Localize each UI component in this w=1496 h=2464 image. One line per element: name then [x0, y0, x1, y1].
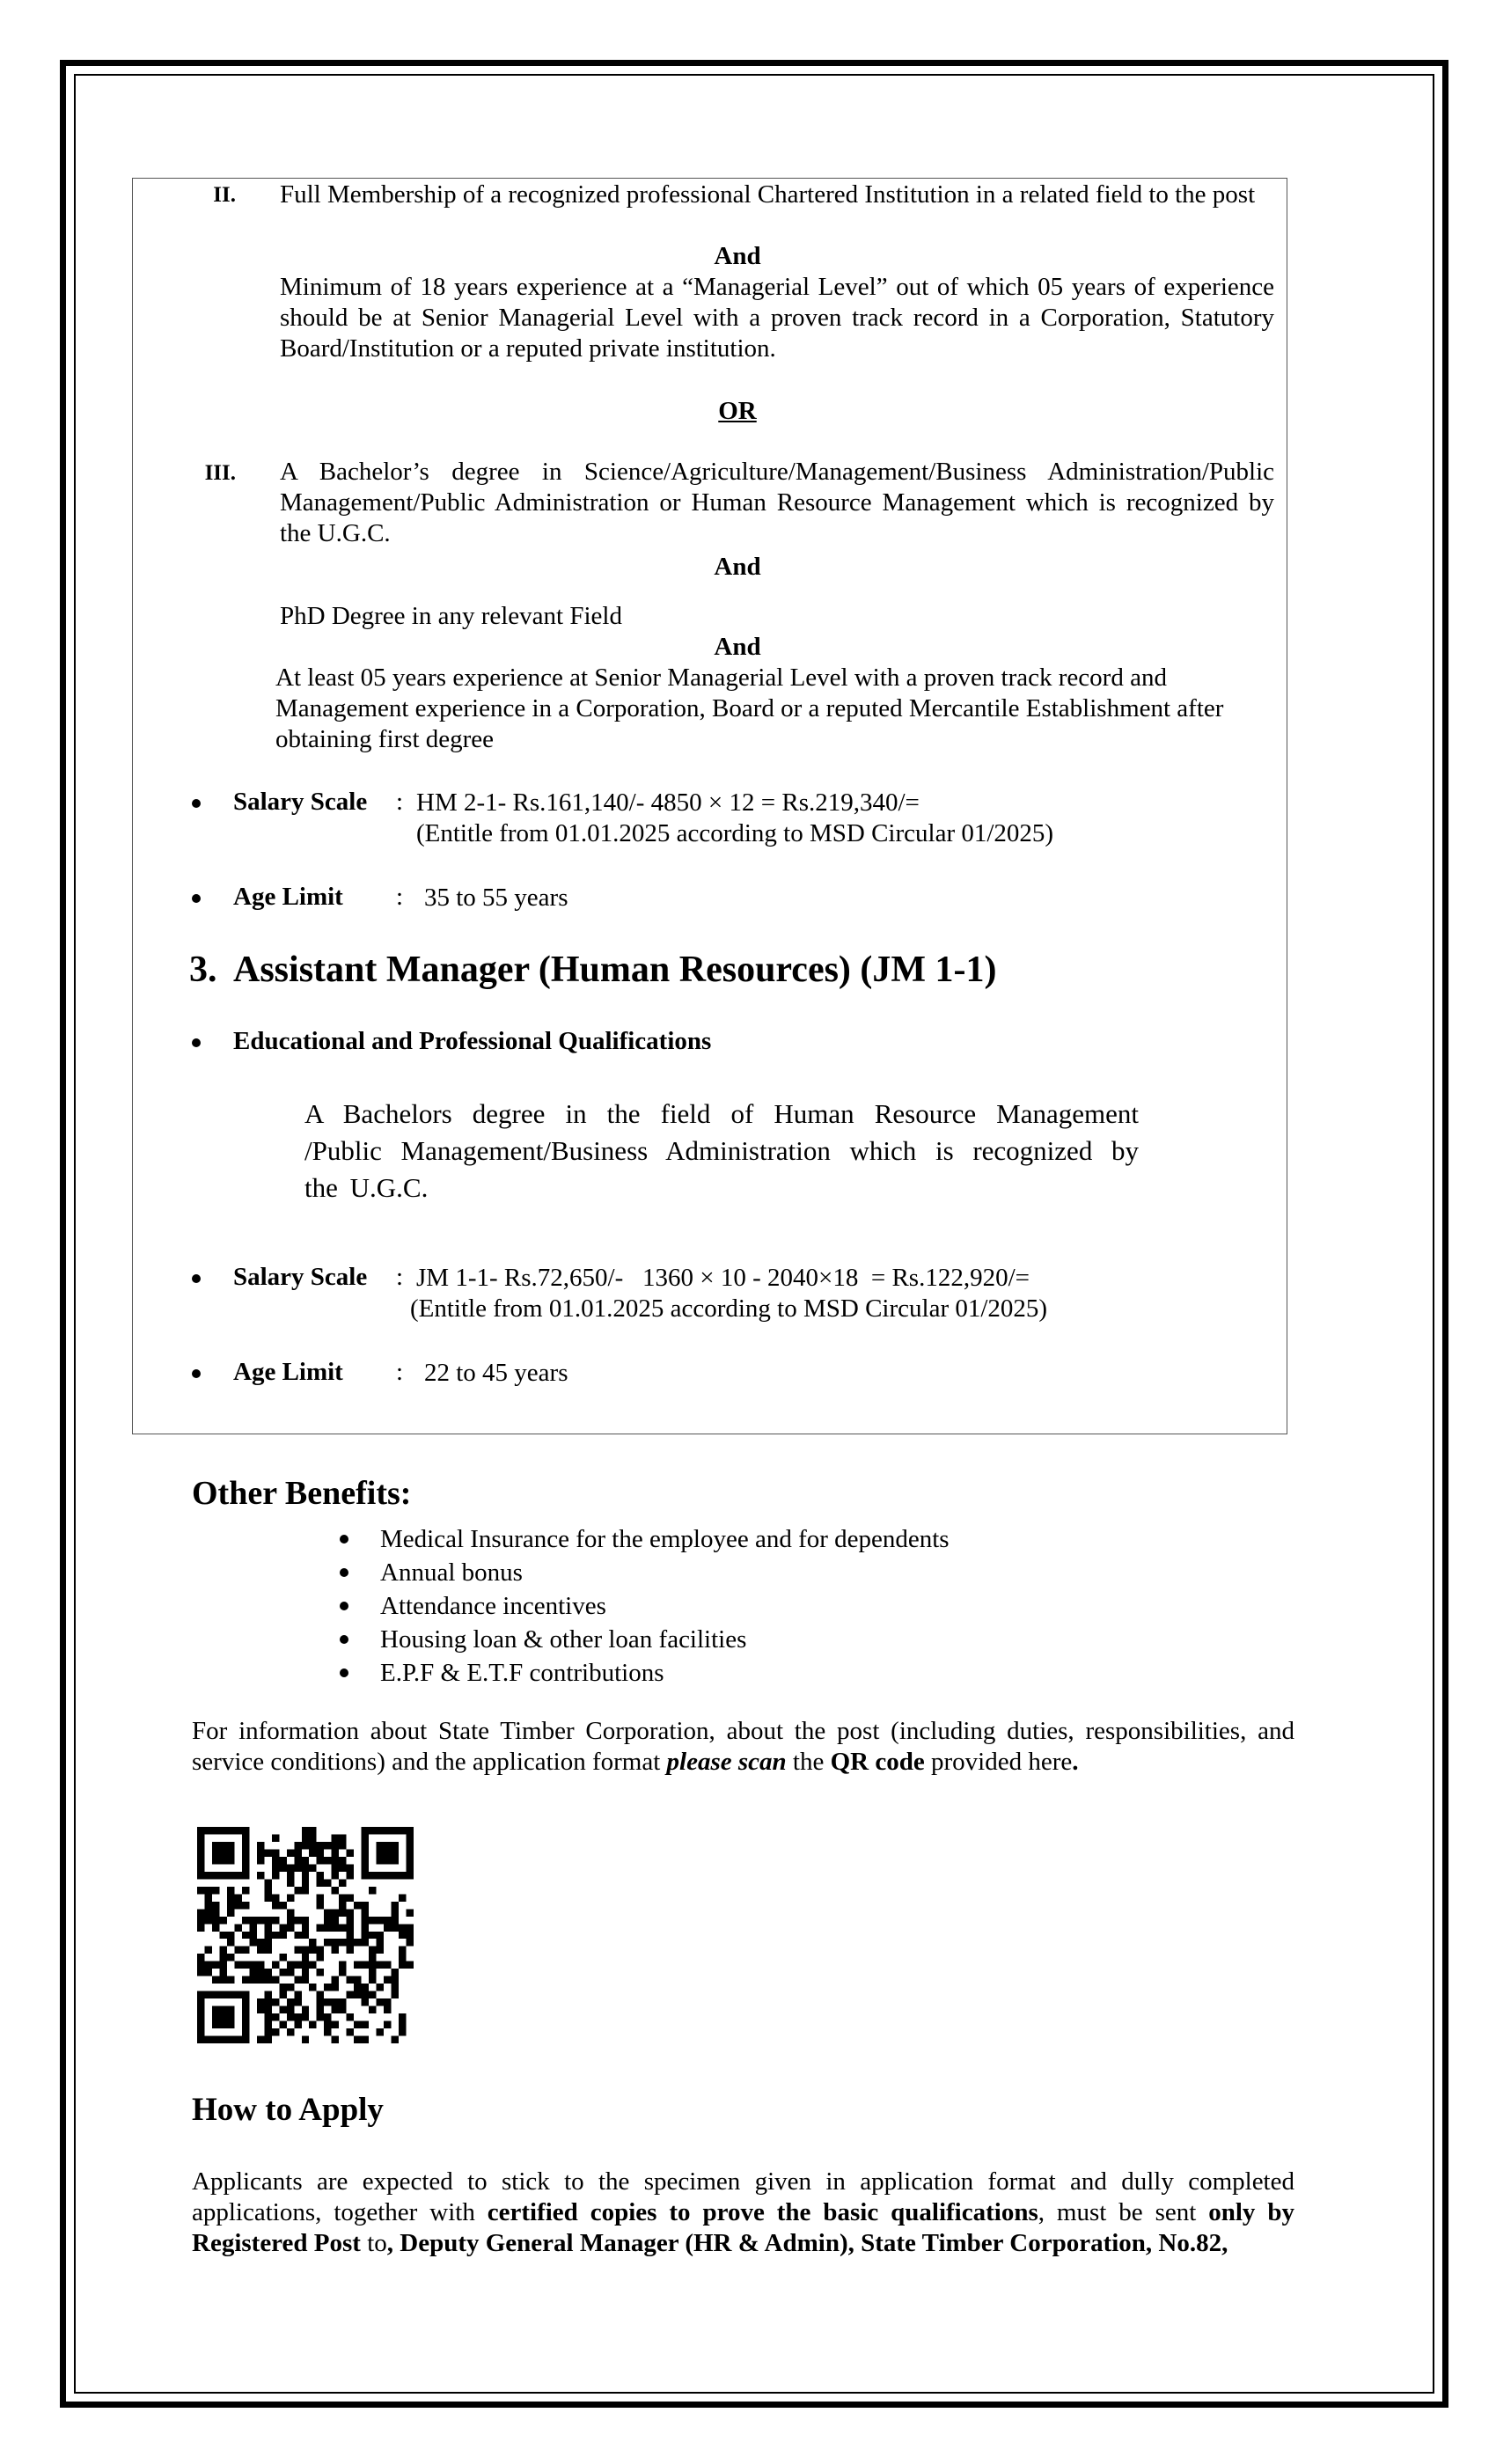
qualifications-text: A Bachelors degree in the field of Human Resource Management /Public Management/Business Administration which is recognized by the U.G.C. [304, 1098, 1139, 1203]
info-text: For information about State Timber Corporation, about the post (including duties, responsibilities, and service conditions) and the application format [192, 1717, 1294, 1776]
post-title: Assistant Manager (Human Resources) (JM 1-1) [233, 950, 997, 990]
post-number: 3. [189, 950, 217, 990]
item3-and-1: And [714, 553, 761, 581]
item2-membership: Full Membership of a recognized professional Chartered Institution in a related field to the post [280, 180, 1256, 209]
bullet [192, 799, 201, 808]
info-text: the [786, 1748, 831, 1776]
bullet [192, 1274, 201, 1283]
salary-scale-value: HM 2-1- Rs.161,140/- 4850 × 12 = Rs.219,340/= [416, 788, 920, 817]
info-paragraph [192, 1716, 1294, 1778]
apply-paragraph [192, 2167, 1294, 2259]
salary-scale-colon: : [396, 788, 404, 816]
apply-bold: , Deputy General Manager (HR & Admin), State Timber Corporation, No.82, [386, 2229, 1228, 2257]
apply-text: to [360, 2229, 387, 2257]
list-item: Annual bonus [334, 1556, 950, 1589]
apply-text: Applicants are expected to stick to the specimen given in application format and dully completed applications, together with [192, 2167, 1294, 2226]
bullet [192, 1369, 201, 1378]
info-emphasis: please scan [666, 1748, 787, 1776]
info-qr-label: QR code [830, 1748, 925, 1776]
apply-bold: only by Registered Post [192, 2198, 1294, 2257]
or-separator: OR [718, 397, 757, 425]
salary-scale-label: Salary Scale [233, 1263, 368, 1291]
apply-bold: certified copies to prove the basic qualifications [487, 2198, 1038, 2226]
item3-and-2: And [714, 633, 761, 661]
info-period: . [1072, 1748, 1079, 1776]
list-item: E.P.F & E.T.F contributions [334, 1656, 950, 1690]
salary-scale-colon: : [396, 1263, 404, 1291]
info-text: provided here [924, 1748, 1073, 1776]
apply-text: , must be sent [1038, 2198, 1209, 2226]
item3-phd: PhD Degree in any relevant Field [280, 602, 622, 630]
benefits-heading: Other Benefits: [192, 1475, 412, 1512]
salary-scale-label: Salary Scale [233, 788, 368, 816]
list-item: Medical Insurance for the employee and for dependents [334, 1522, 950, 1556]
benefits-list [334, 1522, 950, 1690]
age-limit-value: 22 to 45 years [424, 1359, 568, 1387]
item3-degree: A Bachelor’s degree in Science/Agriculture/Management/Business Administration/Public Management/Public Administration or Human Resource Management which is recognized by the U.G.C. [280, 458, 1274, 547]
salary-scale-value: JM 1-1- Rs.72,650/- 1360 × 10 - 2040×18 = Rs.122,920/= [416, 1264, 1030, 1292]
qualifications-heading: Educational and Professional Qualifications [233, 1027, 712, 1055]
age-limit-colon: : [396, 883, 404, 911]
item3-experience: At least 05 years experience at Senior Managerial Level with a proven track record and Management experience in a Corporation, Board or a reputed Mercantile Establishment after obtaining first degree [275, 664, 1224, 753]
list-item: Attendance incentives [334, 1589, 950, 1623]
list-item: Housing loan & other loan facilities [334, 1623, 950, 1656]
numeral-iii: III. [204, 461, 236, 485]
bullet [192, 894, 201, 903]
item2-experience: Minimum of 18 years experience at a “Managerial Level” out of which 05 years of experience should be at Senior Managerial Level with a proven track record in a Corporation, Statutory Board/Institution or a reputed private institution. [280, 273, 1274, 363]
apply-heading: How to Apply [192, 2092, 384, 2128]
age-limit-label: Age Limit [233, 883, 343, 911]
age-limit-colon: : [396, 1358, 404, 1386]
age-limit-value: 35 to 55 years [424, 884, 568, 912]
item2-and: And [714, 242, 761, 270]
salary-scale-note: (Entitle from 01.01.2025 according to MSD Circular 01/2025) [416, 819, 1054, 847]
qr-code-icon[interactable] [197, 1827, 414, 2043]
age-limit-label: Age Limit [233, 1358, 343, 1386]
bullet [192, 1038, 201, 1047]
numeral-ii: II. [213, 183, 236, 207]
salary-scale-note: (Entitle from 01.01.2025 according to MSD Circular 01/2025) [410, 1294, 1048, 1323]
